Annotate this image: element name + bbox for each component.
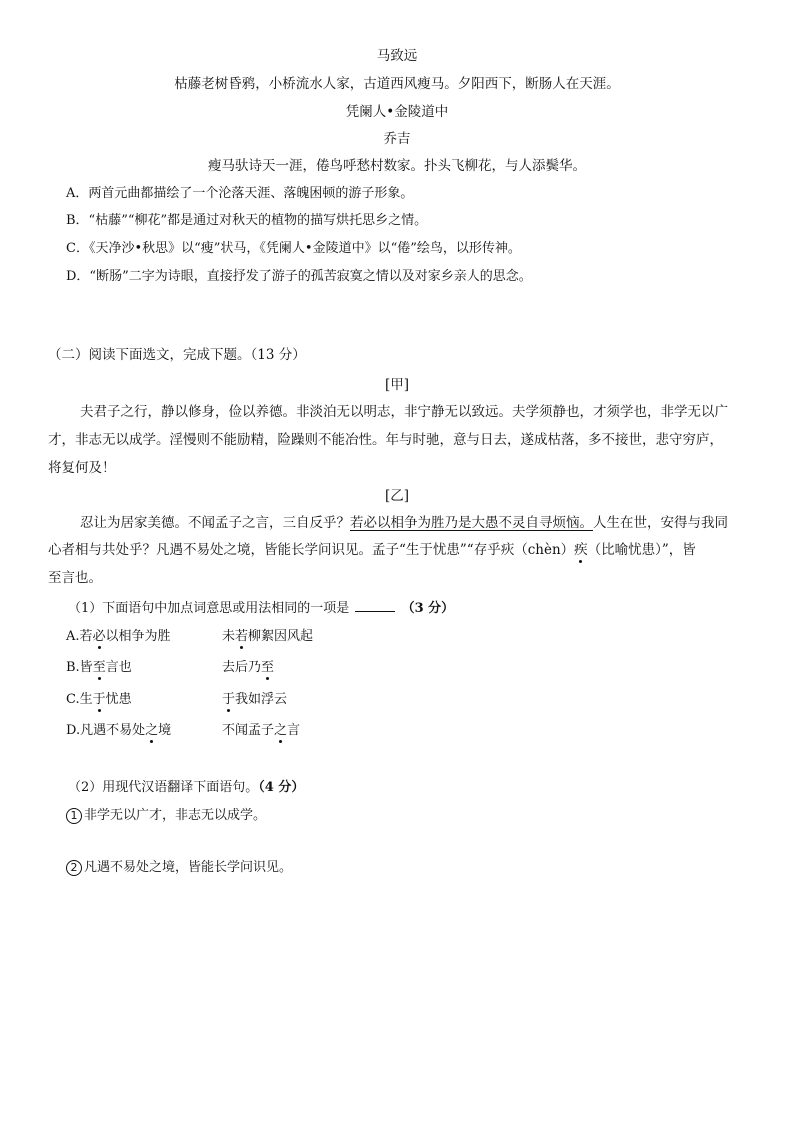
dotted-char: 之 [274, 723, 288, 738]
option-text: 境 [158, 723, 172, 738]
poem1-text: 枯藤老树昏鸦，小桥流水人家，古道西风瘦马。夕阳西下，断肠人在天涯。 [174, 76, 620, 92]
q1-option-right [222, 724, 300, 737]
yi-label: [乙] [384, 488, 410, 504]
q1-stem [68, 600, 454, 615]
q2-sentence-1 [66, 808, 266, 824]
yi-line-2 [48, 544, 696, 558]
option-text: D.凡遇不易处 [66, 723, 146, 738]
circled-number-2: 2 [66, 860, 82, 876]
q1-stem-text: （1）下面语句中加点词意思或用法相同的一项是 [68, 601, 350, 616]
circled-number-1: 1 [66, 808, 82, 824]
q2-sentence-1-text: 非学无以广才，非志无以成学。 [84, 808, 267, 823]
option-text: 以相争为胜 [105, 629, 171, 644]
q1-option-left [66, 629, 171, 644]
dotted-char: 必 [92, 629, 106, 644]
q1-option-left [66, 723, 171, 738]
q1-option-left [66, 660, 132, 675]
option-d: D．“断肠”二字为诗眼，直接抒发了游子的孤苦寂寞之情以及对家乡亲人的思念。 [66, 269, 532, 284]
q2-stem [68, 781, 304, 794]
dotted-char: 之 [145, 723, 159, 738]
option-c: C．《天净沙•秋思》以“瘦”状马，《凭阑人•金陵道中》以“倦”绘鸟，以形传神。 [66, 241, 521, 256]
jia-line-2: 才，非志无以成学。淫慢则不能励精，险躁则不能冶性。年与时驰，意与日去，遂成枯落，多不接世，悲守穷庐， [48, 432, 723, 448]
option-text: 言 [287, 723, 301, 738]
option-text: 不闻孟子 [222, 723, 275, 738]
option-text: 未 [222, 629, 236, 644]
q1-option-right [222, 661, 274, 674]
answer-blank[interactable] [355, 600, 395, 612]
dotted-char: 于 [222, 692, 236, 707]
option-a: A．两首元曲都描绘了一个沦落天涯、落魄困顿的游子形象。 [66, 186, 414, 201]
option-text: 柳絮因风起 [248, 629, 314, 644]
option-b: B．“枯藤”“柳花”都是通过对秋天的植物的描写烘托思乡之情。 [66, 213, 428, 228]
q2-stem-text: （2）用现代汉语翻译下面语句。 [68, 780, 259, 795]
q1-option-row [66, 724, 466, 737]
q1-score: （3 分） [401, 601, 455, 616]
underlined-sentence: 若必以相争为胜乃是大愚不灵自寻烦恼。 [350, 515, 593, 531]
option-text: 我如浮云 [235, 692, 288, 707]
option-text: 去后乃 [222, 660, 262, 675]
q1-option-right [222, 630, 313, 643]
q2-sentence-2 [66, 860, 292, 876]
q1-option-left [66, 692, 132, 707]
dotted-char: 至 [261, 660, 275, 675]
yi-line-3: 至言也。 [48, 570, 102, 586]
q1-option-row [66, 661, 466, 674]
option-text: A.若 [66, 629, 93, 644]
q2-score: （4 分） [258, 780, 305, 795]
option-text: B.皆 [66, 660, 93, 675]
dotted-char: 于 [92, 692, 106, 707]
dotted-char: 至 [92, 660, 106, 675]
yi-line-2-tail: （比喻忧患）”，皆 [587, 542, 696, 558]
section2-heading: （二）阅读下面选文，完成下题。（13 分） [48, 347, 306, 363]
dotted-char: 疾 [574, 542, 588, 558]
option-text: C.生 [66, 692, 93, 707]
q1-option-row [66, 693, 466, 706]
dotted-char: 若 [235, 629, 249, 644]
poem2-author: 乔吉 [383, 131, 411, 147]
poem1-author: 马致远 [376, 48, 418, 64]
option-text: 言也 [105, 660, 132, 675]
q2-sentence-2-text: 凡遇不易处之境，皆能长学问识见。 [84, 860, 293, 875]
option-text: 忧患 [105, 692, 132, 707]
jia-line-3: 将复何及！ [48, 460, 116, 476]
yi-line-2-text: 心者相与共处乎？凡遇不易处之境，皆能长学问识见。孟子“生于忧患”“存乎疢（chèn） [48, 542, 575, 558]
yi-line-1-tail: 人生在世，安得与我同 [593, 515, 728, 531]
q1-option-right [222, 693, 287, 706]
q1-option-row [66, 630, 466, 643]
jia-label: [甲] [384, 377, 410, 393]
jia-line-1: 夫君子之行，静以修身，俭以养德。非淡泊无以明志，非宁静无以致远。夫学须静也，才须学也，非学无以广 [80, 404, 728, 420]
yi-line-1 [80, 517, 728, 531]
poem2-text: 瘦马驮诗天一涯，倦鸟呼愁村数家。扑头飞柳花，与人添鬓华。 [208, 158, 586, 174]
poem2-title: 凭阑人•金陵道中 [345, 104, 449, 120]
yi-line-1-text: 忍让为居家美德。不闻孟子之言，三自反乎？ [80, 515, 350, 531]
